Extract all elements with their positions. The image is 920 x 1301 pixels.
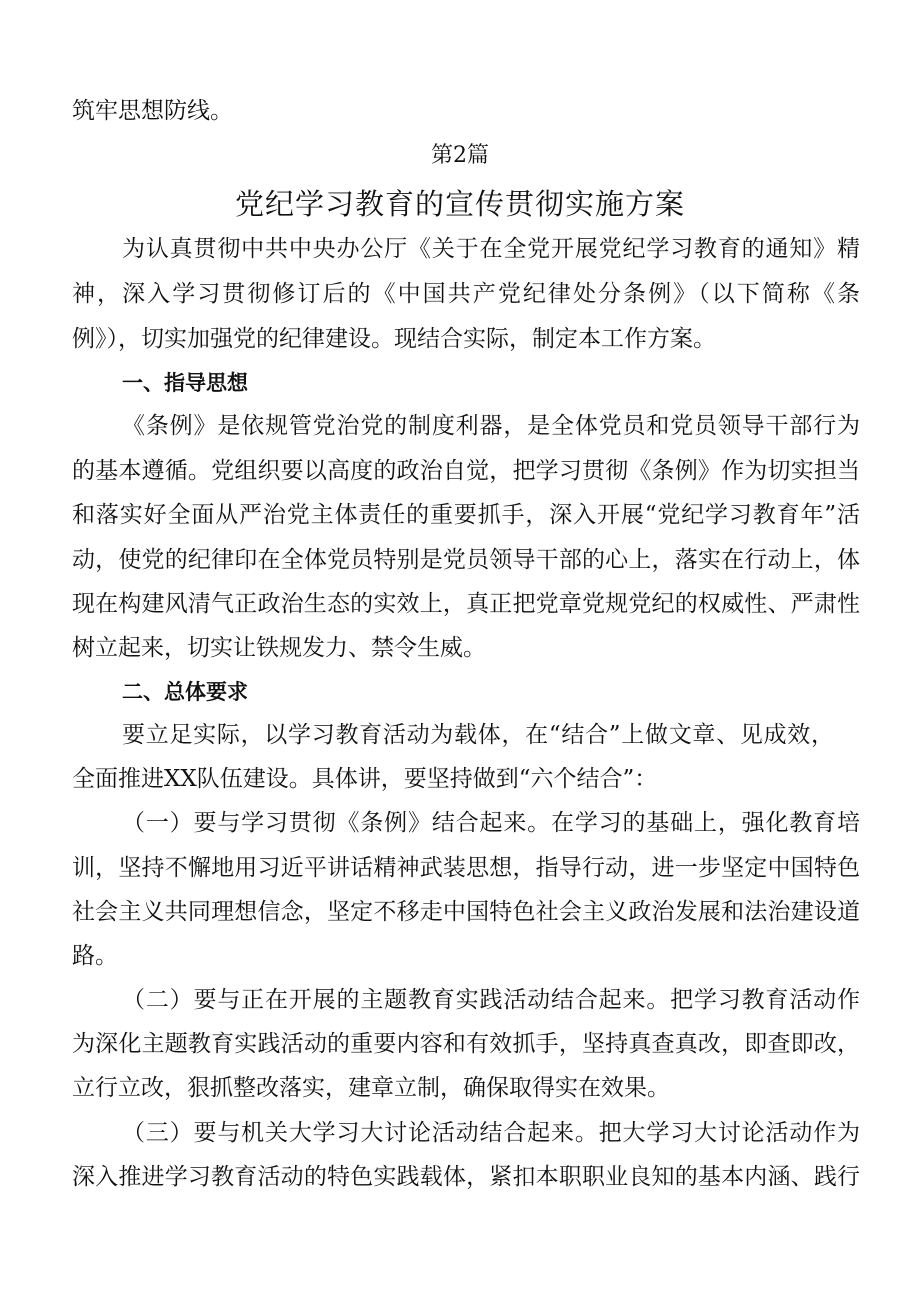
paragraph-line: 立行立改，狠抓整改落实，建章立制，确保取得实在效果。	[72, 1075, 670, 1101]
paragraph-line: 树立起来，切实让铁规发力、禁令生威。	[72, 635, 486, 661]
paragraph-line: 的基本遵循。党组织要以高度的政治自觉，把学习贯彻《条例》作为切实担当	[72, 458, 860, 484]
paragraph-line: 要立足实际，以学习教育活动为载体，在“结合”上做文章、见成效，	[122, 722, 834, 748]
document-title: 党纪学习教育的宣传贯彻实施方案	[234, 187, 685, 221]
paragraph-line: 《条例》是依规管党治党的制度利器，是全体党员和党员领导干部行为	[122, 413, 860, 439]
part-label: 第2篇	[431, 143, 489, 168]
paragraph-line: 社会主义共同理想信念，坚定不移走中国特色社会主义政治发展和法治建设道	[72, 899, 860, 925]
paragraph-line: 为深化主题教育实践活动的重要内容和有效抓手，坚持真查真改，即查即改，	[72, 1031, 860, 1057]
paragraph-line: 深入推进学习教育活动的特色实践载体，紧扣本职职业良知的基本内涵、践行	[72, 1164, 860, 1190]
paragraph-line: 动，使党的纪律印在全体党员特别是党员领导干部的心上，落实在行动上，体	[72, 547, 860, 573]
prev-section-tail-line: 筑牢思想防线。	[72, 98, 233, 124]
section-heading-guiding-ideology: 一、指导思想	[122, 371, 248, 395]
paragraph-line: 神，深入学习贯彻修订后的《中国共产党纪律处分条例》（以下简称《条	[72, 281, 860, 307]
paragraph-line: 和落实好全面从严治党主体责任的重要抓手，深入开展“党纪学习教育年”活	[72, 502, 860, 528]
paragraph-line: 例》），切实加强党的纪律建设。现结合实际，制定本工作方案。	[72, 326, 716, 352]
section-heading-general-requirements: 二、总体要求	[122, 680, 248, 704]
paragraph-line: （二）要与正在开展的主题教育实践活动结合起来。把学习教育活动作	[122, 987, 860, 1013]
paragraph-line: 为认真贯彻中共中央办公厅《关于在全党开展党纪学习教育的通知》精	[122, 236, 860, 262]
paragraph-line: （一）要与学习贯彻《条例》结合起来。在学习的基础上，强化教育培	[122, 810, 860, 836]
paragraph-line: 路。	[72, 943, 118, 969]
paragraph-line: 全面推进XX队伍建设。具体讲，要坚持做到“六个结合”：	[72, 766, 658, 792]
paragraph-line: 现在构建风清气正政治生态的实效上，真正把党章党规党纪的权威性、严肃性	[72, 591, 860, 617]
paragraph-line: （三）要与机关大学习大讨论活动结合起来。把大学习大讨论活动作为	[122, 1120, 860, 1146]
paragraph-line: 训，坚持不懈地用习近平讲话精神武装思想，指导行动，进一步坚定中国特色	[72, 855, 860, 881]
